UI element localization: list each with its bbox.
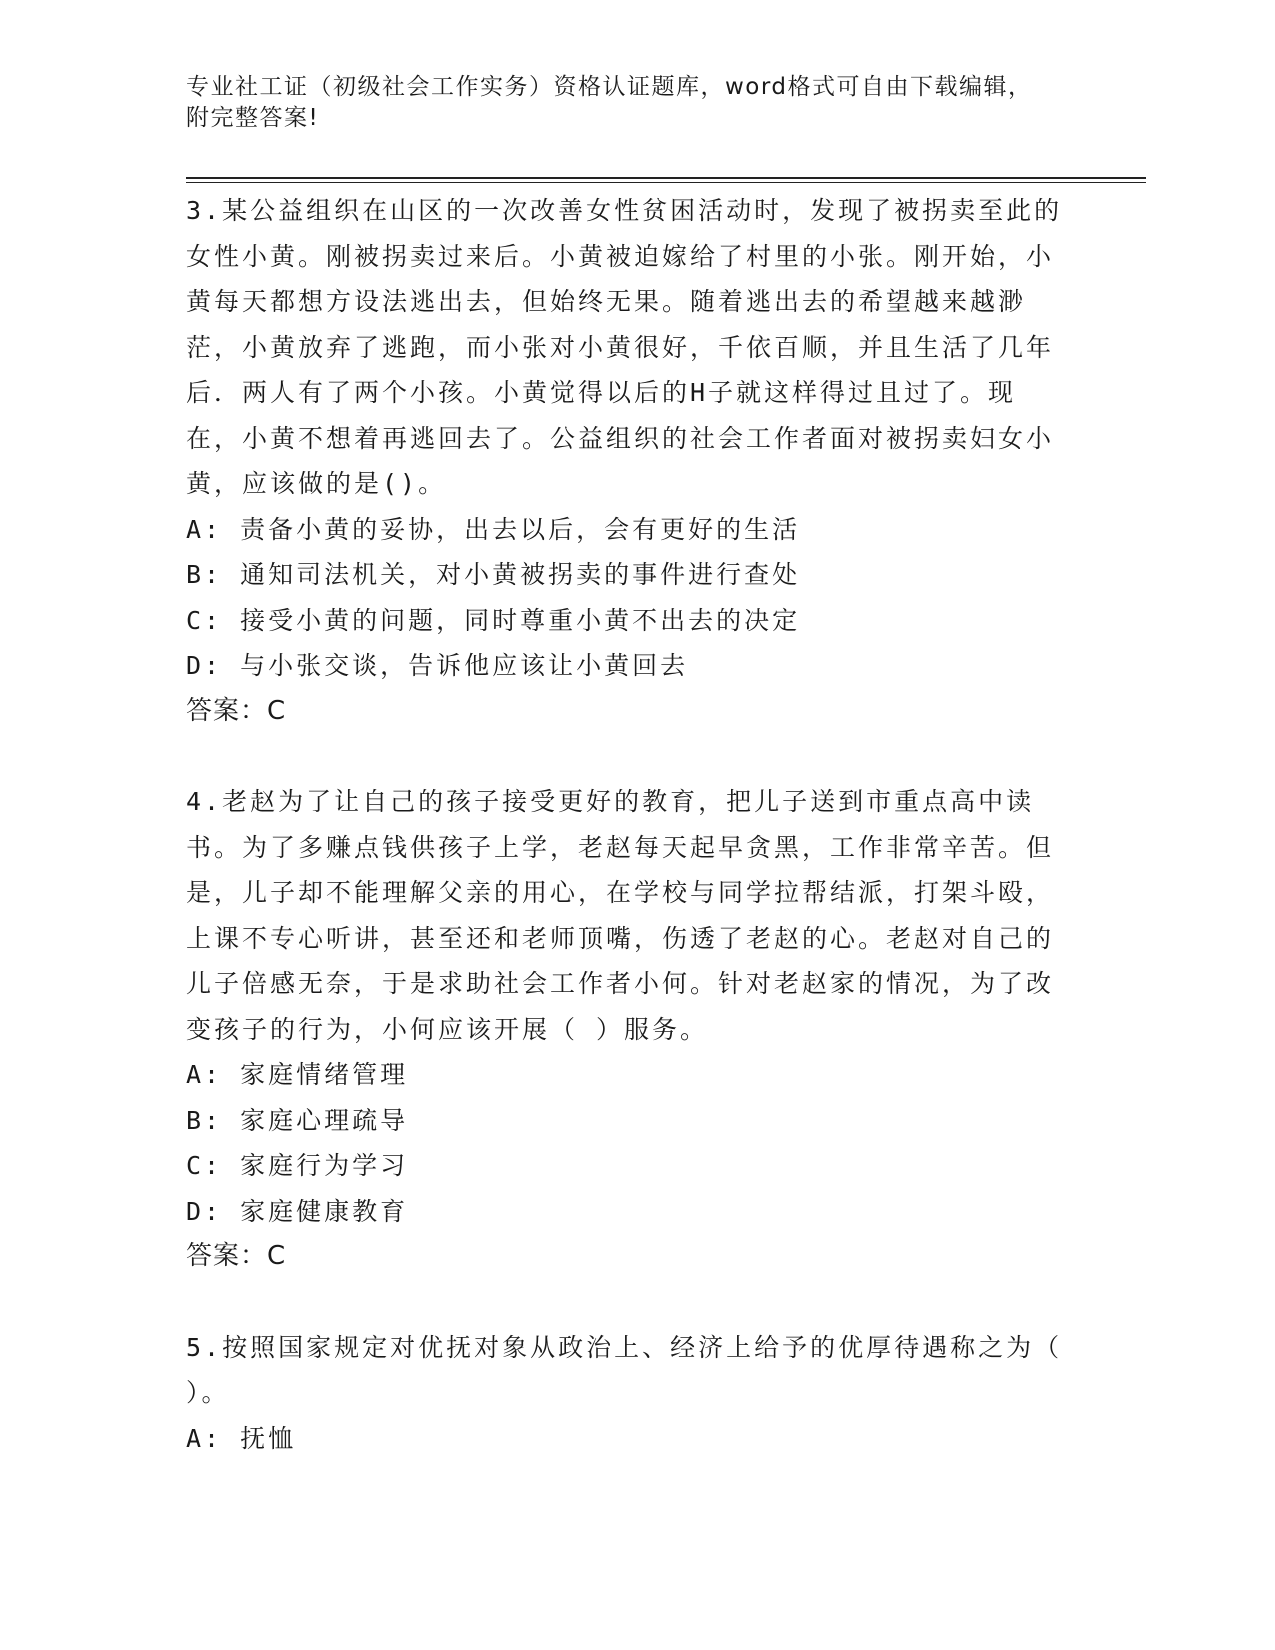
option-c: C: 家庭行为学习 xyxy=(186,1151,409,1180)
spacer xyxy=(186,734,1066,779)
option-b: B: 通知司法机关，对小黄被拐卖的事件进行查处 xyxy=(186,560,801,589)
option-a: A: 责备小黄的妥协，出去以后，会有更好的生活 xyxy=(186,514,801,544)
option-a: A: 抚恤 xyxy=(186,1423,297,1453)
question-list xyxy=(186,188,1066,1461)
header-rule-thick xyxy=(186,177,1146,179)
answer: 答案：C xyxy=(186,1241,287,1271)
document-header: 专业社工证（初级社会工作实务）资格认证题库，word格式可自由下载编辑，附完整答案! xyxy=(186,74,1033,131)
question-3 xyxy=(186,188,1066,734)
question-text: 5.按照国家规定对优抚对象从政治上、经济上给予的优厚待遇称之为（ ）。 xyxy=(186,1332,1063,1407)
header-rule-thin xyxy=(186,182,1146,183)
option-d: D: 家庭健康教育 xyxy=(186,1196,409,1226)
question-text: 4.老赵为了让自己的孩子接受更好的教育，把儿子送到市重点高中读书。为了多赚点钱供孩子上学，老赵每天起早贪黑，工作非常辛苦。但是，儿子却不能理解父亲的用心，在学校与同学拉帮结派，打架斗殴，上课不专心听讲，甚至还和老师顶嘴，伤透了老赵的心。老赵对自己的儿子倍感无奈，于是求助社会工作者小何。针对老赵家的情况，为了改变孩子的行为，小何应该开展（ ）服务。 xyxy=(186,787,1055,1044)
question-4 xyxy=(186,779,1066,1280)
spacer xyxy=(186,1280,1066,1325)
answer: 答案：C xyxy=(186,695,287,726)
option-b: B: 家庭心理疏导 xyxy=(186,1105,409,1135)
option-c: C: 接受小黄的问题，同时尊重小黄不出去的决定 xyxy=(186,605,801,635)
option-a: A: 家庭情绪管理 xyxy=(186,1060,409,1089)
question-text: 3.某公益组织在山区的一次改善女性贫困活动时，发现了被拐卖至此的女性小黄。刚被拐卖过来后。小黄被迫嫁给了村里的小张。刚开始，小黄每天都想方设法逃出去，但始终无果。随着逃出去的希望越来越渺茫，小黄放弃了逃跑，而小张对小黄很好，千依百顺，并且生活了几年后．两人有了两个小孩。小黄觉得以后的H子就这样得过且过了。现在，小黄不想着再逃回去了。公益组织的社会工作者面对被拐卖妇女小黄，应该做的是()。 xyxy=(186,196,1063,498)
question-5 xyxy=(186,1325,1066,1462)
option-d: D: 与小张交谈，告诉他应该让小黄回去 xyxy=(186,651,689,680)
